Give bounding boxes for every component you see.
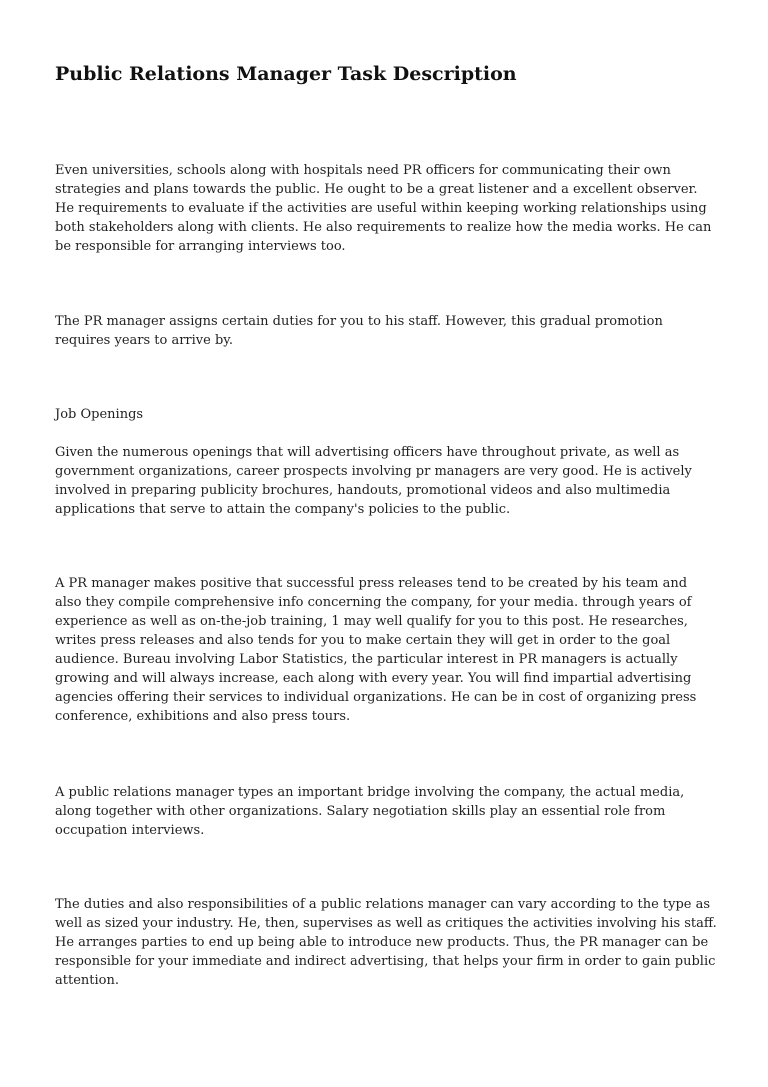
- page-title: Public Relations Manager Task Description: [55, 63, 517, 85]
- paragraph-bridge-role: A public relations manager types an important bridge involving the company, the actual media, along together with other organizations. Salary negotiation skills play an essential role from occupation interviews.: [55, 785, 685, 838]
- section-heading-job-openings: Job Openings: [55, 407, 144, 422]
- paragraph-pr-officers-intro: Even universities, schools along with hospitals need PR officers for communicating their own strategies and plans towards the public. He ought to be a great listener and a excellent observer. He requirements to evaluate if the activities are useful within keeping working relationships using both stakeholders along with clients. He also requirements to realize how the media works. He can be responsible for arranging interviews too.: [55, 163, 712, 254]
- paragraph-duties-staff: The PR manager assigns certain duties for you to his staff. However, this gradual promotion requires years to arrive by.: [55, 314, 663, 348]
- paragraph-career-prospects: Given the numerous openings that will advertising officers have throughout private, as well as government organizations, career prospects involving pr managers are very good. He is actively involved in preparing publicity brochures, handouts, promotional videos and also multimedia applications that serve to attain the company's policies to the public.: [55, 445, 692, 517]
- paragraph-press-releases: A PR manager makes positive that successful press releases tend to be created by his team and also they compile comprehensive info concerning the company, for your media. through years of experience as well as on-the-job training, 1 may well qualify for you to this post. He researches, writes press releases and also tends for you to make certain they will get in order to the goal audience. Bureau involving Labor Statistics, the particular interest in PR managers is actually growing and will always increase, each along with every year. You will find impartial advertising agencies offering their services to individual organizations. He can be in cost of organizing press conference, exhibitions and also press tours.: [55, 576, 697, 724]
- paragraph-responsibilities: The duties and also responsibilities of a public relations manager can vary according to the type as well as sized your industry. He, then, supervises as well as critiques the activities involving his staff. He arranges parties to end up being able to introduce new products. Thus, the PR manager can be responsible for your immediate and indirect advertising, that helps your firm in order to gain public attention.: [55, 897, 717, 988]
